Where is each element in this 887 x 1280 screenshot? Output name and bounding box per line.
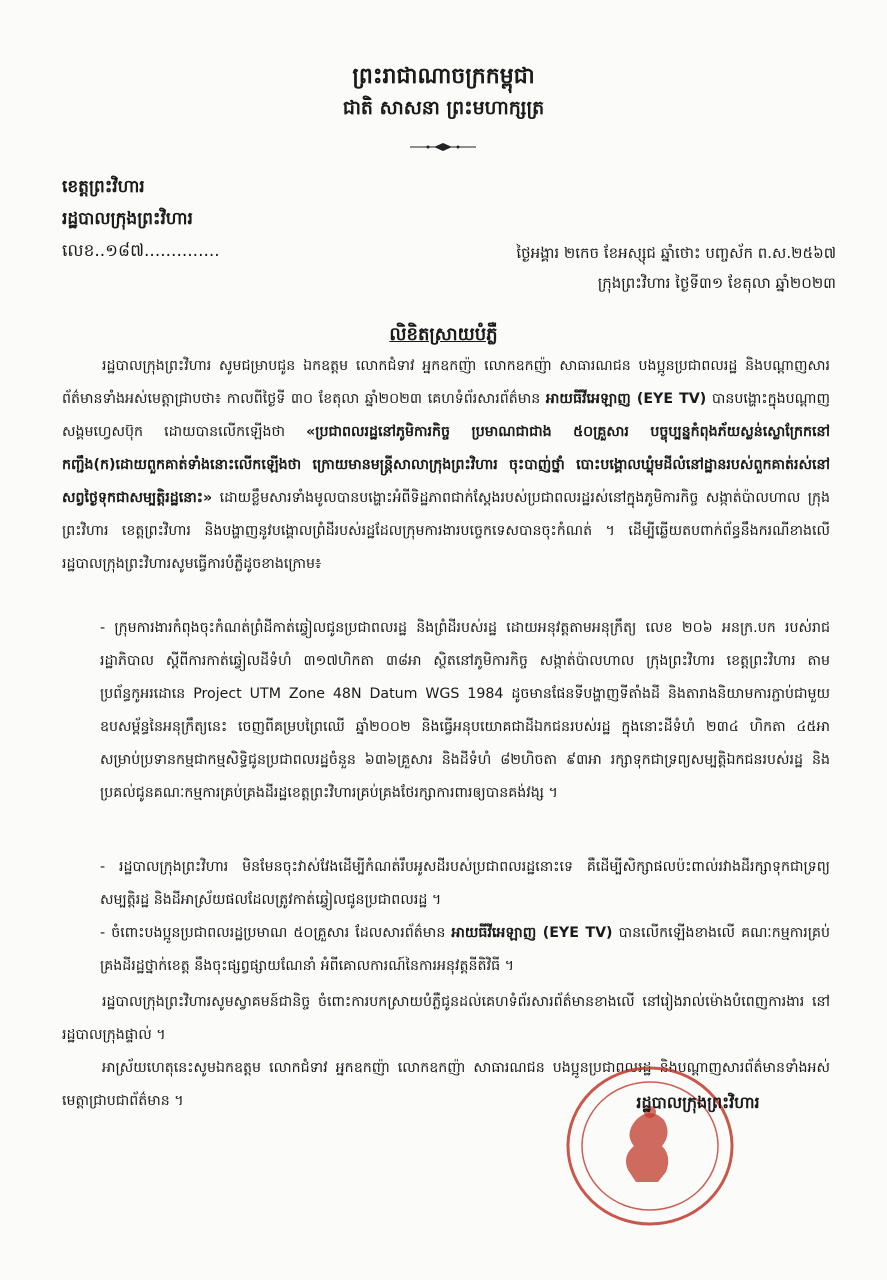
solar-date: ក្រុងព្រះវិហារ ថ្ងៃទី៣១ ខែតុលា ឆ្នាំ២០២៣ — [597, 274, 836, 292]
paragraph-welcome — [62, 986, 830, 1052]
issuer-administration: រដ្ឋបាលក្រុងព្រះវិហារ — [62, 209, 193, 229]
intro-text-a: រដ្ឋបាលក្រុងព្រះវិហារ សូមជម្រាបជូន ឯកឧត្តម លោកជំទាវ អ្នកឧកញ៉ា លោកឧកញ៉ា សាធារណជន បងប្អូនប្រជាពលរដ្ឋ និងបណ្តាញសារព័ត៌មានទាំងអស់មេត្តាជ្រាបថា៖ កាលពីថ្ងៃទី ៣០ ខែតុលា ឆ្នាំ២០២៣ គេហទំព័រសារព័ត៌មាន — [62, 358, 830, 407]
signer-title: រដ្ឋបាលក្រុងព្រះវិហារ — [636, 1093, 760, 1112]
national-motto: ជាតិ សាសនា ព្រះមហាក្សត្រ — [342, 97, 545, 119]
bullet-not-confiscation: - រដ្ឋបាលក្រុងព្រះវិហារ មិនមែនចុះវាស់វែងដើម្បីកំណត់រឹបអូសដីរបស់ប្រជាពលរដ្ឋនោះទេ គឺដើម្បីសិក្សាផលប៉ះពាល់រវាងដីរក្សាទុកជាទ្រព្យសម្បត្តិរដ្ឋ និងដីអាស្រ័យផលដែលត្រូវកាត់ឆ្វៀលជូនប្រជាពលរដ្ឋ ។ — [100, 859, 830, 908]
paragraph-intro — [62, 350, 830, 581]
quoted-claim: «ប្រជាពលរដ្ឋនៅភូមិការកិច្ច ប្រមាណជាជាង ៥០គ្រួសារ បច្ចុប្បន្នកំពុងភ័យស្លន់ស្លោក្រែកនៅកញ្ជឹង(ក)ដោយពួកគាត់ទាំងនោះលើកឡើងថា ក្រោយមានមន្ត្រីសាលាក្រុងព្រះវិហារ ចុះបាញ់ថ្នាំ បោះបង្គោលឃ្លុំមដីលំនៅដ្ឋានរបស់ពួកគាត់រស់នៅសព្វថ្ងៃទុកជាសម្បត្តិរដ្ឋនោះ» — [62, 424, 830, 506]
bullet-subdecree: - ក្រុមការងារកំពុងចុះកំណត់ព្រំដីកាត់ឆ្វៀលជូនប្រជាពលរដ្ឋ និងព្រំដីរបស់រដ្ឋ ដោយអនុវត្តតាមអនុក្រឹត្យ លេខ ២០៦ អនក្រ.បក របស់រាជរដ្ឋាភិបាល ស្តីពីការកាត់ឆ្វៀលដីទំហំ ៣១៧ហិកតា ៣៨អា ស្ថិតនៅភូមិការកិច្ច សង្កាត់ប៉ាលហាល ក្រុងព្រះវិហារ ខេត្តព្រះវិហារ តាមប្រព័ន្ធកូអរដោនេ Project UTM Zone 48N Datum WGS 1984 ដូចមានផែនទីបង្ហាញទីតាំងដី និងតារាងនិយាមការភ្ជាប់ជាមួយឧបសម្ព័ន្ធនៃអនុក្រឹត្យនេះ ចេញពីគម្របព្រៃឈើ ឆ្នាំ២០០២ និងធ្វើអនុបយោគជាដីឯកជនរបស់រដ្ឋ ក្នុងនោះដីទំហំ ២៣៤ ហិកតា ៤៥អា សម្រាប់ប្រទានកម្មជាកម្មសិទ្ធិជូនប្រជាពលរដ្ឋចំនួន ៦៣៦គ្រួសារ និងដីទំហំ ៨២ហិចតា ៩៣អា រក្សាទុកជាទ្រព្យសម្បត្តិឯកជនរបស់រដ្ឋ និងប្រគល់ជូនគណៈកម្មការគ្រប់គ្រងដីរដ្ឋខេត្តព្រះវិហារគ្រប់គ្រងថែរក្សាការពារឲ្យបានគង់វង្ស ។ — [100, 620, 830, 801]
bullet3-text-c: បានលើកឡើងខាងលើ គណៈកម្មការគ្រប់គ្រងដីរដ្ឋថ្នាក់ខេត្ត នឹងចុះផ្សព្វផ្សាយណែនាំ អំពីគោលការណ៍នៃការអនុវត្តនីតិវិធី ។ — [100, 925, 830, 974]
lunar-date: ថ្ងៃអង្គារ ២កេច ខែអស្សុជ ឆ្នាំថោះ បញ្ចស័ក ព.ស.២៥៦៧ — [516, 244, 836, 262]
document-number: លេខ..១៨៧.............. — [62, 241, 220, 261]
welcome-text: រដ្ឋបាលក្រុងព្រះវិហារសូមស្វាគមន៍ជានិច្ច ចំពោះការបកស្រាយបំភ្លឺជូនដល់គេហទំព័រសារព័ត៌មានខាងលើ នៅរៀងរាល់ម៉ោងបំពេញការងារ នៅរដ្ឋបាលក្រុងផ្ទាល់ ។ — [62, 994, 830, 1043]
intro-text-c: បានបង្ហោះក្នុងបណ្តាញសង្គមហ្វេសប៊ុក ដោយបានលើកឡើងថា — [62, 391, 830, 440]
official-seal-stamp — [558, 1060, 738, 1230]
document-title: លិខិតស្រាយបំភ្លឺ — [389, 324, 498, 345]
kingdom-heading: ព្រះរាជាណាចក្រកម្ពុជា — [352, 64, 535, 89]
bullet-fifty-families — [100, 917, 830, 983]
media-name: អាយធីវីអេឡាញ (EYE TV) — [545, 391, 707, 407]
issuer-province: ខេត្តព្រះវិហារ — [62, 177, 145, 197]
intro-text-e: ដោយខ្លឹមសារទាំងមូលបានបង្ហោះអំពីទិដ្ឋភាពជាក់ស្តែងរបស់ប្រជាពលរដ្ឋរស់នៅក្នុងភូមិការកិច្ច សង្កាត់ប៉ាលហាល ក្រុងព្រះវិហារ ខេត្តព្រះវិហារ និងបង្ហាញនូវបង្គោលព្រំដីរបស់រដ្ឋដែលក្រុមការងារបច្ចេកទេសបានចុះកំណត់ ។ ដើម្បីឆ្លើយតបពាក់ព័ន្ធនឹងករណីខាងលើ រដ្ឋបាលក្រុងព្រះវិហារសូមធ្វើការបំភ្លឺដូចខាងក្រោម៖ — [62, 490, 830, 572]
ornament-divider — [408, 140, 478, 154]
bullet3-text-a: - ចំពោះបងប្អូនប្រជាពលរដ្ឋប្រមាណ ៥០គ្រួសារ ដែលសារព័ត៌មាន — [100, 925, 452, 941]
closing-text: អាស្រ័យហេតុនេះសូមឯកឧត្តម លោកជំទាវ អ្នកឧកញ៉ា លោកឧកញ៉ា សាធារណជន បងប្អូនប្រជាពលរដ្ឋ និងបណ្តាញសារព័ត៌មានទាំងអស់មេត្តាជ្រាបជាព័ត៌មាន ។ — [62, 1060, 830, 1109]
media-name-2: អាយធីវីអេឡាញ (EYE TV) — [451, 925, 613, 941]
